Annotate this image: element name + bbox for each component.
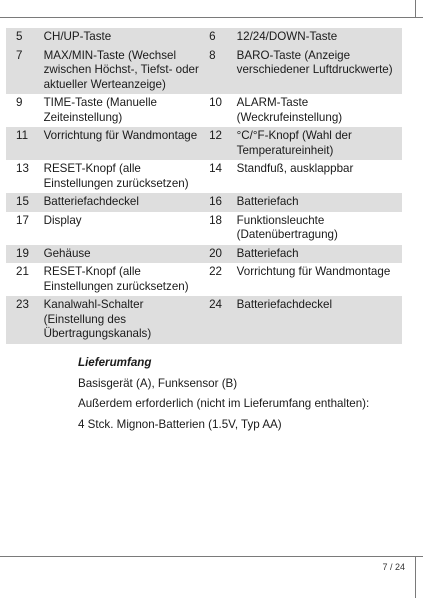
part-number: 7 [6, 47, 41, 95]
delivery-line: 4 Stck. Mignon-Batterien (1.5V, Typ AA) [78, 417, 282, 431]
table-row [6, 160, 402, 193]
part-number: 9 [6, 94, 41, 127]
part-number: 21 [6, 263, 41, 296]
table-row [6, 127, 402, 160]
part-number: 18 [206, 212, 234, 245]
part-description: RESET-Knopf (alle Einstellungen zurücksetzen) [41, 263, 207, 296]
part-description: 12/24/DOWN-Taste [234, 28, 402, 47]
part-number: 5 [6, 28, 41, 47]
bottom-rule [0, 556, 423, 557]
table-row [6, 28, 402, 47]
part-description: Gehäuse [41, 245, 207, 264]
part-number: 22 [206, 263, 234, 296]
part-number: 19 [6, 245, 41, 264]
part-description: MAX/MIN-Taste (Wechsel zwischen Höchst-, Tiefst- oder aktueller Werteanzeige) [41, 47, 207, 95]
part-number: 11 [6, 127, 41, 160]
part-number: 23 [6, 296, 41, 344]
part-number: 14 [206, 160, 234, 193]
bottom-corner-mark [415, 556, 416, 598]
table-row [6, 263, 402, 296]
part-description: Batteriefach [234, 193, 402, 212]
part-number: 8 [206, 47, 234, 95]
delivery-line: Basisgerät (A), Funksensor (B) [78, 376, 238, 390]
part-number: 6 [206, 28, 234, 47]
part-description: Vorrichtung für Wandmontage [41, 127, 207, 160]
part-description: Batteriefachdeckel [234, 296, 402, 344]
part-description: Standfuß, ausklappbar [234, 160, 402, 193]
delivery-line: Außerdem erforderlich (nicht im Lieferumfang enthalten): [78, 397, 370, 410]
part-description: Vorrichtung für Wandmontage [234, 263, 402, 296]
part-description: Display [41, 212, 207, 245]
part-description: Batteriefach [234, 245, 402, 264]
part-number: 16 [206, 193, 234, 212]
part-number: 17 [6, 212, 41, 245]
top-rule [0, 17, 423, 18]
part-description: CH/UP-Taste [41, 28, 207, 47]
part-description: RESET-Knopf (alle Einstellungen zurücksetzen) [41, 160, 207, 193]
part-description: TIME-Taste (Manuelle Zeiteinstellung) [41, 94, 207, 127]
part-description: Kanalwahl-Schalter (Einstellung des Übertragungskanals) [41, 296, 207, 344]
part-description: Batteriefachdeckel [41, 193, 207, 212]
part-number: 12 [206, 127, 234, 160]
part-description: °C/°F-Knopf (Wahl der Temperatureinheit) [234, 127, 402, 160]
delivery-heading: Lieferumfang [78, 356, 152, 369]
part-number: 15 [6, 193, 41, 212]
table-row [6, 94, 402, 127]
top-corner-mark [415, 0, 416, 17]
page-number: 7 / 24 [382, 562, 405, 572]
part-number: 13 [6, 160, 41, 193]
part-number: 10 [206, 94, 234, 127]
table-row [6, 245, 402, 264]
table-row [6, 296, 402, 344]
delivery-section [78, 356, 408, 438]
part-number: 24 [206, 296, 234, 344]
table-row [6, 193, 402, 212]
part-number: 20 [206, 245, 234, 264]
part-description: ALARM-Taste (Weckrufeinstellung) [234, 94, 402, 127]
table-row [6, 47, 402, 95]
parts-table [6, 28, 402, 344]
part-description: Funktionsleuchte (Datenübertragung) [234, 212, 402, 245]
part-description: BARO-Taste (Anzeige verschiedener Luftdruckwerte) [234, 47, 402, 95]
table-row [6, 212, 402, 245]
